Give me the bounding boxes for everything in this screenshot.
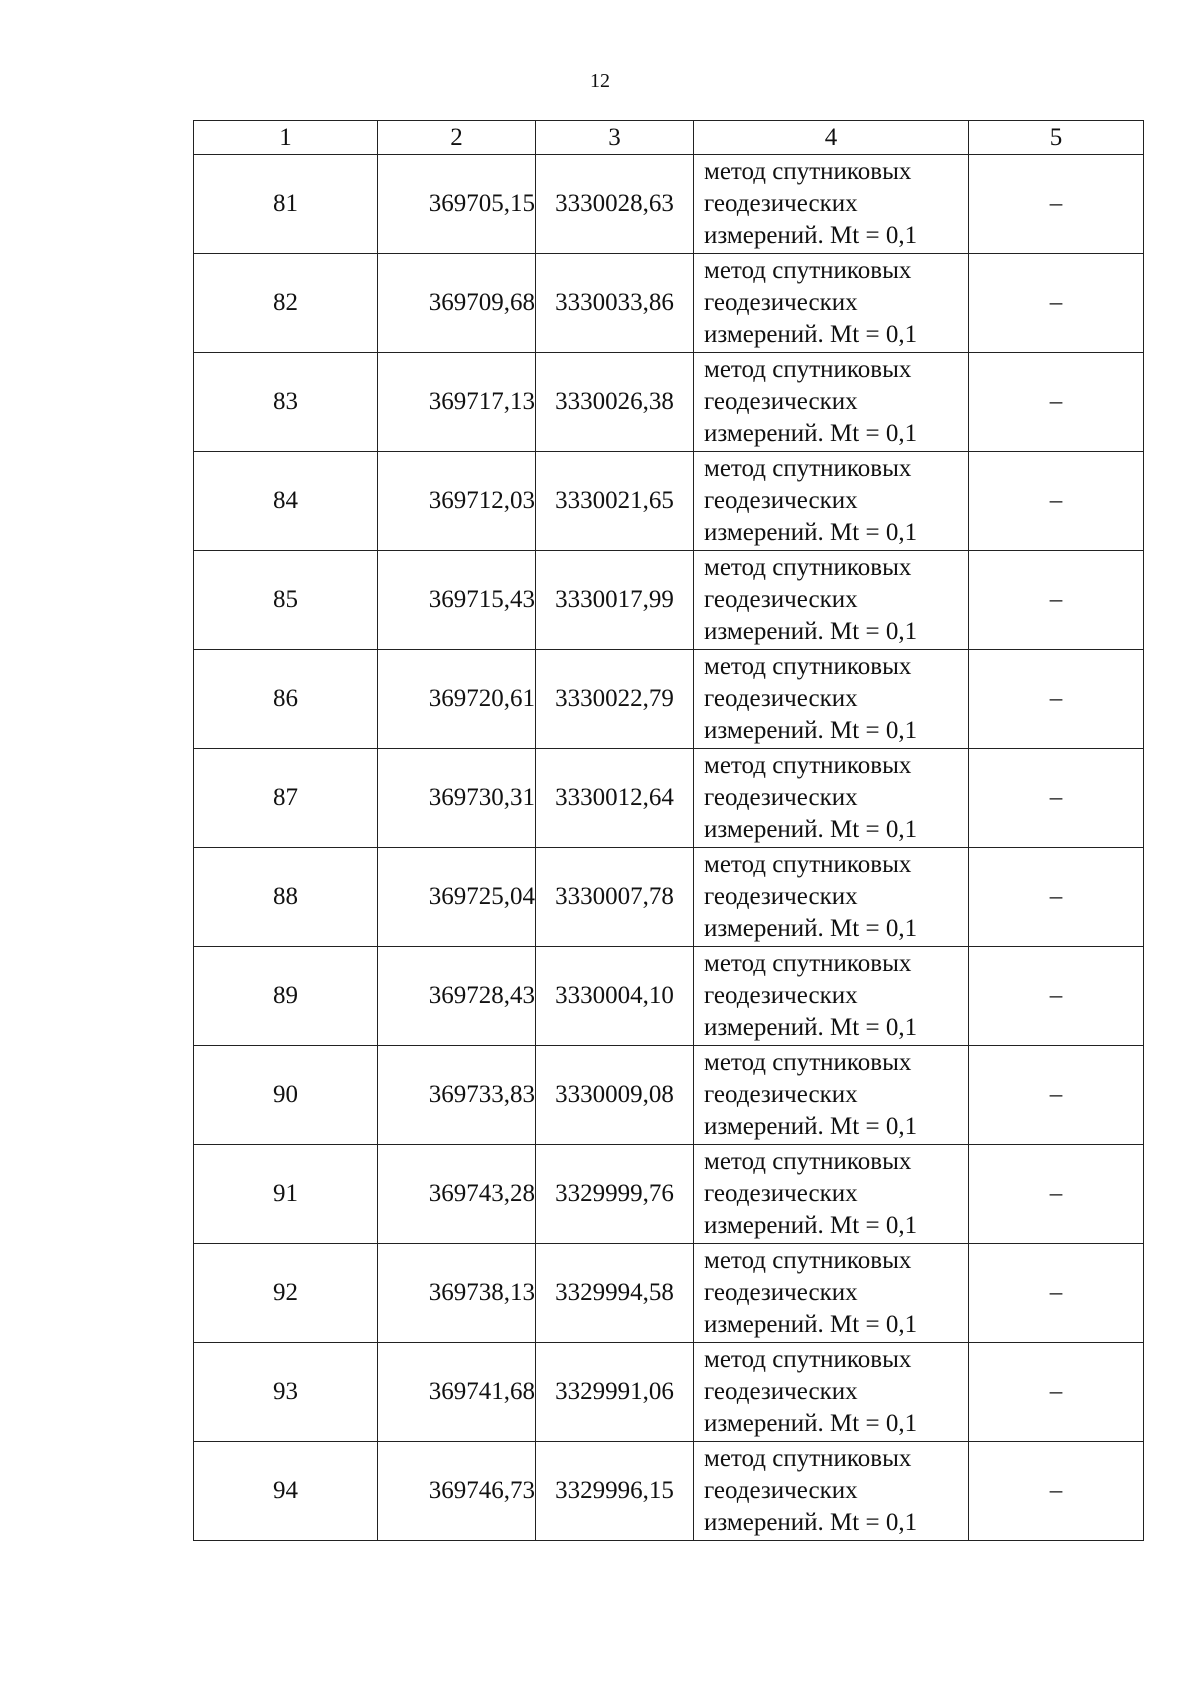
y-coordinate-cell: 3330033,86 — [536, 254, 694, 353]
y-coordinate-cell: 3330007,78 — [536, 848, 694, 947]
method-line: измерений. Mt = 0,1 — [704, 1410, 918, 1437]
method-line: измерений. Mt = 0,1 — [704, 1113, 918, 1140]
point-number-cell: 82 — [194, 254, 378, 353]
method-line: метод спутниковых — [704, 653, 912, 680]
method-line: метод спутниковых — [704, 1445, 912, 1472]
point-number-cell: 81 — [194, 155, 378, 254]
point-number-cell: 87 — [194, 749, 378, 848]
method-line: измерений. Mt = 0,1 — [704, 717, 918, 744]
table-row — [194, 1046, 1144, 1145]
point-number-cell: 88 — [194, 848, 378, 947]
method-line: геодезических — [704, 1477, 858, 1504]
method-line: геодезических — [704, 1279, 858, 1306]
x-coordinate-cell: 369741,68 — [378, 1343, 536, 1442]
table-row — [194, 848, 1144, 947]
method-line: геодезических — [704, 883, 858, 910]
x-coordinate-cell: 369705,15 — [378, 155, 536, 254]
y-coordinate-cell: 3330004,10 — [536, 947, 694, 1046]
table-row — [194, 155, 1144, 254]
column-header-4: 4 — [694, 121, 969, 155]
method-line: геодезических — [704, 1378, 858, 1405]
x-coordinate-cell: 369733,83 — [378, 1046, 536, 1145]
point-number-cell: 90 — [194, 1046, 378, 1145]
method-line: измерений. Mt = 0,1 — [704, 519, 918, 546]
method-line: метод спутниковых — [704, 1148, 912, 1175]
method-line: метод спутниковых — [704, 1247, 912, 1274]
note-cell: – — [969, 1343, 1144, 1442]
method-line: метод спутниковых — [704, 554, 912, 581]
table-row — [194, 1442, 1144, 1541]
note-cell: – — [969, 749, 1144, 848]
y-coordinate-cell: 3329991,06 — [536, 1343, 694, 1442]
method-cell — [694, 749, 969, 848]
column-header-5: 5 — [969, 121, 1144, 155]
point-number-cell: 85 — [194, 551, 378, 650]
y-coordinate-cell: 3330021,65 — [536, 452, 694, 551]
method-line: метод спутниковых — [704, 158, 912, 185]
point-number-cell: 93 — [194, 1343, 378, 1442]
method-line: метод спутниковых — [704, 356, 912, 383]
point-number-cell: 83 — [194, 353, 378, 452]
column-header-1: 1 — [194, 121, 378, 155]
method-line: геодезических — [704, 685, 858, 712]
x-coordinate-cell: 369743,28 — [378, 1145, 536, 1244]
y-coordinate-cell: 3329999,76 — [536, 1145, 694, 1244]
note-cell: – — [969, 353, 1144, 452]
method-cell — [694, 353, 969, 452]
x-coordinate-cell: 369715,43 — [378, 551, 536, 650]
table-row — [194, 1244, 1144, 1343]
method-cell — [694, 551, 969, 650]
point-number-cell: 94 — [194, 1442, 378, 1541]
table-row — [194, 254, 1144, 353]
point-number-cell: 89 — [194, 947, 378, 1046]
note-cell: – — [969, 452, 1144, 551]
method-line: измерений. Mt = 0,1 — [704, 1212, 918, 1239]
note-cell: – — [969, 551, 1144, 650]
note-cell: – — [969, 1244, 1144, 1343]
method-cell — [694, 1244, 969, 1343]
x-coordinate-cell: 369738,13 — [378, 1244, 536, 1343]
method-line: измерений. Mt = 0,1 — [704, 816, 918, 843]
method-cell — [694, 155, 969, 254]
y-coordinate-cell: 3330009,08 — [536, 1046, 694, 1145]
method-line: измерений. Mt = 0,1 — [704, 321, 918, 348]
table-row — [194, 452, 1144, 551]
point-number-cell: 86 — [194, 650, 378, 749]
method-line: геодезических — [704, 586, 858, 613]
note-cell: – — [969, 254, 1144, 353]
note-cell: – — [969, 1145, 1144, 1244]
x-coordinate-cell: 369730,31 — [378, 749, 536, 848]
table-row — [194, 749, 1144, 848]
note-cell: – — [969, 650, 1144, 749]
y-coordinate-cell: 3330026,38 — [536, 353, 694, 452]
table-row — [194, 353, 1144, 452]
method-line: геодезических — [704, 982, 858, 1009]
page-number: 12 — [590, 70, 610, 92]
method-line: геодезических — [704, 190, 858, 217]
method-line: геодезических — [704, 388, 858, 415]
method-line: метод спутниковых — [704, 257, 912, 284]
note-cell: – — [969, 848, 1144, 947]
method-line: измерений. Mt = 0,1 — [704, 1014, 918, 1041]
method-cell — [694, 1145, 969, 1244]
note-cell: – — [969, 1442, 1144, 1541]
x-coordinate-cell: 369746,73 — [378, 1442, 536, 1541]
method-line: метод спутниковых — [704, 752, 912, 779]
column-header-3: 3 — [536, 121, 694, 155]
x-coordinate-cell: 369720,61 — [378, 650, 536, 749]
point-number-cell: 92 — [194, 1244, 378, 1343]
method-cell — [694, 947, 969, 1046]
y-coordinate-cell: 3330017,99 — [536, 551, 694, 650]
column-header-2: 2 — [378, 121, 536, 155]
table-row — [194, 650, 1144, 749]
coordinates-table — [193, 120, 1144, 1541]
method-cell — [694, 1442, 969, 1541]
method-line: измерений. Mt = 0,1 — [704, 618, 918, 645]
method-line: метод спутниковых — [704, 851, 912, 878]
method-line: измерений. Mt = 0,1 — [704, 420, 918, 447]
method-cell — [694, 848, 969, 947]
method-line: геодезических — [704, 487, 858, 514]
method-line: метод спутниковых — [704, 455, 912, 482]
table-row — [194, 551, 1144, 650]
method-cell — [694, 1046, 969, 1145]
point-number-cell: 91 — [194, 1145, 378, 1244]
x-coordinate-cell: 369728,43 — [378, 947, 536, 1046]
method-cell — [694, 1343, 969, 1442]
method-line: геодезических — [704, 289, 858, 316]
method-line: метод спутниковых — [704, 1346, 912, 1373]
table-row — [194, 1343, 1144, 1442]
method-cell — [694, 650, 969, 749]
method-line: геодезических — [704, 1180, 858, 1207]
y-coordinate-cell: 3329996,15 — [536, 1442, 694, 1541]
method-line: измерений. Mt = 0,1 — [704, 222, 918, 249]
x-coordinate-cell: 369712,03 — [378, 452, 536, 551]
note-cell: – — [969, 947, 1144, 1046]
method-line: геодезических — [704, 784, 858, 811]
method-line: метод спутниковых — [704, 950, 912, 977]
method-cell — [694, 452, 969, 551]
method-line: метод спутниковых — [704, 1049, 912, 1076]
method-line: измерений. Mt = 0,1 — [704, 1311, 918, 1338]
note-cell: – — [969, 155, 1144, 254]
table-row — [194, 947, 1144, 1046]
method-cell — [694, 254, 969, 353]
table-row — [194, 1145, 1144, 1244]
header-row — [194, 121, 1144, 155]
method-line: геодезических — [704, 1081, 858, 1108]
point-number-cell: 84 — [194, 452, 378, 551]
x-coordinate-cell: 369725,04 — [378, 848, 536, 947]
y-coordinate-cell: 3330012,64 — [536, 749, 694, 848]
y-coordinate-cell: 3329994,58 — [536, 1244, 694, 1343]
table-header — [194, 121, 1144, 155]
note-cell: – — [969, 1046, 1144, 1145]
y-coordinate-cell: 3330022,79 — [536, 650, 694, 749]
x-coordinate-cell: 369709,68 — [378, 254, 536, 353]
table-body — [194, 155, 1144, 1541]
x-coordinate-cell: 369717,13 — [378, 353, 536, 452]
method-line: измерений. Mt = 0,1 — [704, 1509, 918, 1536]
method-line: измерений. Mt = 0,1 — [704, 915, 918, 942]
y-coordinate-cell: 3330028,63 — [536, 155, 694, 254]
